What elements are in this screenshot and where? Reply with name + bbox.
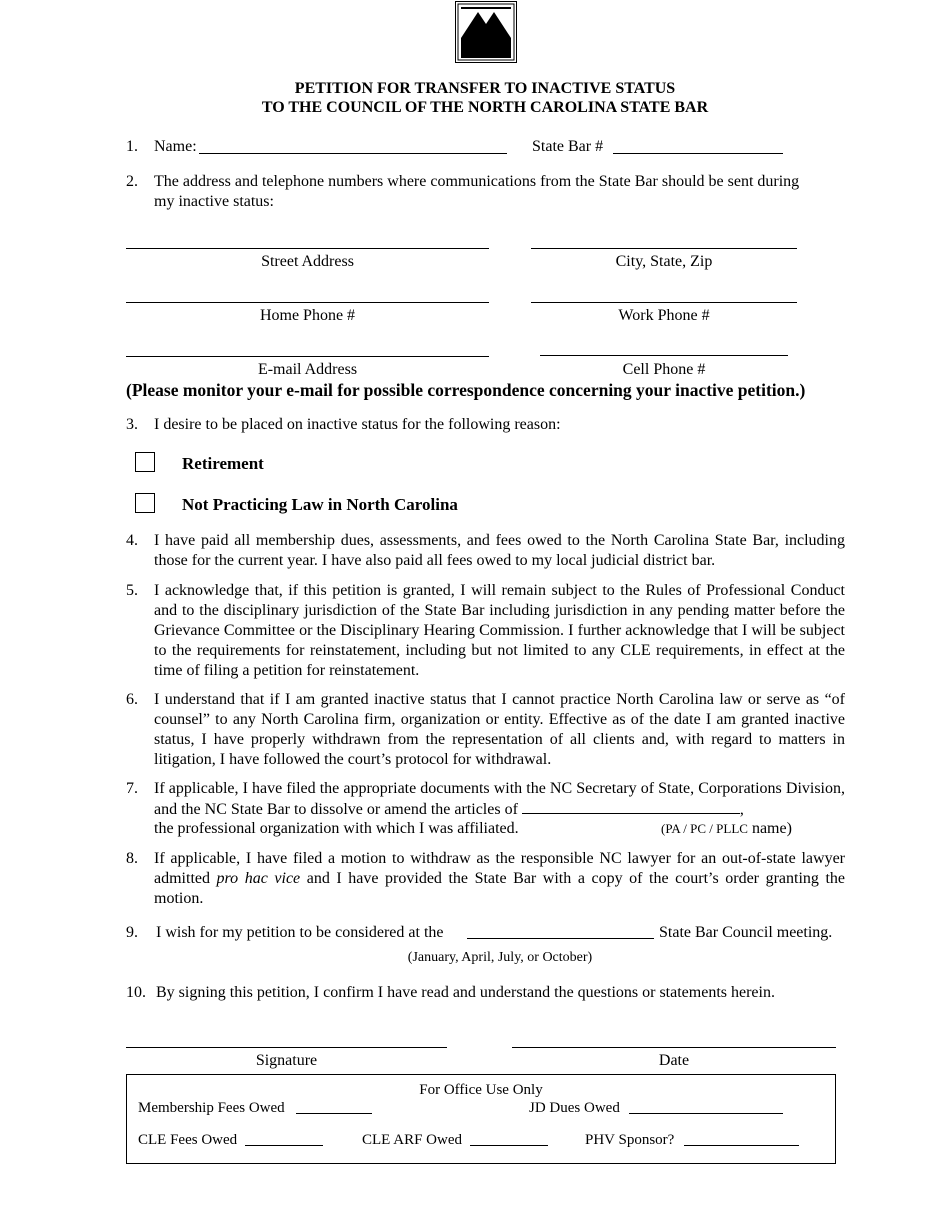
reason-prompt: I desire to be placed on inactive status for the following reason: <box>154 416 561 433</box>
date-field[interactable] <box>512 1047 836 1048</box>
item-6-text: I understand that if I am granted inactive status that I cannot practice North Carolina law or serve as “of counsel” to any North Carolina firm, organization or entity. Effective as of the date I am granted inactive status, I have properly withdrawn from the representation of all clients and, with regard to matters in litigation, I have followed the court’s protocol for withdrawal. <box>154 691 845 768</box>
email-address-field[interactable] <box>126 356 489 357</box>
signature-label: Signature <box>255 1052 318 1069</box>
retirement-option-label: Retirement <box>182 454 264 473</box>
jd-dues-field[interactable] <box>629 1113 783 1114</box>
phv-sponsor-label: PHV Sponsor? <box>585 1132 675 1148</box>
not-practicing-checkbox[interactable] <box>135 493 155 513</box>
item-8-text-b: and I have provided the State Bar with a copy of the court’s order granting the motion. <box>154 870 845 907</box>
cle-arf-field[interactable] <box>470 1145 548 1146</box>
home-phone-field[interactable] <box>126 302 489 303</box>
date-label: Date <box>658 1052 690 1069</box>
north-carolina-state-bar-logo-icon <box>456 2 516 62</box>
phv-sponsor-field[interactable] <box>684 1145 799 1146</box>
item-number-4: 4. <box>126 532 138 549</box>
name-field[interactable] <box>199 153 507 154</box>
organization-type-hint-name: name) <box>751 820 792 837</box>
home-phone-label: Home Phone # <box>259 307 356 324</box>
page-title-line1: PETITION FOR TRANSFER TO INACTIVE STATUS <box>294 80 676 97</box>
item-10-text: By signing this petition, I confirm I have read and understand the questions or statements herein. <box>156 984 775 1001</box>
item-number-9: 9. <box>126 924 138 941</box>
item-number-8: 8. <box>126 850 138 867</box>
item-number-3: 3. <box>126 416 138 433</box>
cell-phone-field[interactable] <box>540 355 788 356</box>
city-state-zip-label: City, State, Zip <box>615 253 713 270</box>
item-7-text: If applicable, I have filed the appropriate documents with the NC Secretary of State, Corporations Division, and the NC State Bar to dissolve or amend the articles of , <box>154 780 845 818</box>
item-8-italic: pro hac vice <box>216 870 301 887</box>
organization-type-hint <box>661 819 792 839</box>
organization-type-hint-types: (PA / PC / PLLC <box>661 821 748 836</box>
address-instructions: The address and telephone numbers where communications from the State Bar should be sent during my inactive status: <box>154 173 800 210</box>
item-number-10: 10. <box>126 984 146 1001</box>
membership-fees-field[interactable] <box>296 1113 372 1114</box>
item-9-text-b: State Bar Council meeting. <box>659 924 833 941</box>
membership-fees-label: Membership Fees Owed <box>138 1100 285 1116</box>
email-address-label: E-mail Address <box>257 361 358 378</box>
page-title-line2: TO THE COUNCIL OF THE NORTH CAROLINA STATE BAR <box>261 99 709 116</box>
item-8-text <box>154 849 845 909</box>
cle-arf-label: CLE ARF Owed <box>362 1132 463 1148</box>
item-7-text-b: the professional organization with which I was affiliated. <box>154 820 519 837</box>
item-4-text: I have paid all membership dues, assessments, and fees owed to the North Carolina State Bar, including those for the current year. I have also paid all fees owed to my local judicial district bar. <box>154 532 845 569</box>
item-number-6: 6. <box>126 691 138 708</box>
cle-fees-field[interactable] <box>245 1145 323 1146</box>
city-state-zip-field[interactable] <box>531 248 797 249</box>
cle-fees-label: CLE Fees Owed <box>138 1132 238 1148</box>
state-bar-number-field[interactable] <box>613 153 783 154</box>
item-9-text-a: I wish for my petition to be considered at the <box>156 924 444 941</box>
office-use-title: For Office Use Only <box>419 1082 543 1098</box>
state-bar-logo <box>455 1 517 63</box>
work-phone-field[interactable] <box>531 302 797 303</box>
council-meeting-field[interactable] <box>467 938 654 939</box>
not-practicing-option-label: Not Practicing Law in North Carolina <box>182 495 458 514</box>
item-number-7: 7. <box>126 780 138 797</box>
email-notice: (Please monitor your e-mail for possible correspondence concerning your inactive petition.) <box>126 380 806 400</box>
item-7-text-a: If applicable, I have filed the appropriate documents with the NC Secretary of State, Corporations Division, and the NC State Bar to dissolve or amend the articles of <box>154 780 845 818</box>
item-number-2: 2. <box>126 173 138 190</box>
item-number-1: 1. <box>126 138 138 155</box>
street-address-label: Street Address <box>261 253 354 270</box>
item-5-text: I acknowledge that, if this petition is granted, I will remain subject to the Rules of Professional Conduct and to the disciplinary jurisdiction of the State Bar including jurisdiction in any pending matter before the Grievance Committee or the Disciplinary Hearing Commission. I further acknowledge that I will be subject to the requirements for reinstatement, including but not limited to any CLE requirements, in effect at the time of filing a petition for reinstatement. <box>154 582 845 679</box>
state-bar-number-label: State Bar # <box>532 138 604 155</box>
retirement-checkbox[interactable] <box>135 452 155 472</box>
item-8-text-a: If applicable, I have filed a motion to withdraw as the responsible NC lawyer for an out-of-state lawyer admitted <box>154 850 845 887</box>
street-address-field[interactable] <box>126 248 489 249</box>
cell-phone-label: Cell Phone # <box>622 361 706 378</box>
organization-name-field[interactable] <box>522 799 740 814</box>
jd-dues-label: JD Dues Owed <box>529 1100 620 1116</box>
work-phone-label: Work Phone # <box>618 307 710 324</box>
signature-field[interactable] <box>126 1047 447 1048</box>
meeting-months-hint: (January, April, July, or October) <box>407 950 593 965</box>
name-label: Name: <box>154 138 197 155</box>
item-number-5: 5. <box>126 582 138 599</box>
